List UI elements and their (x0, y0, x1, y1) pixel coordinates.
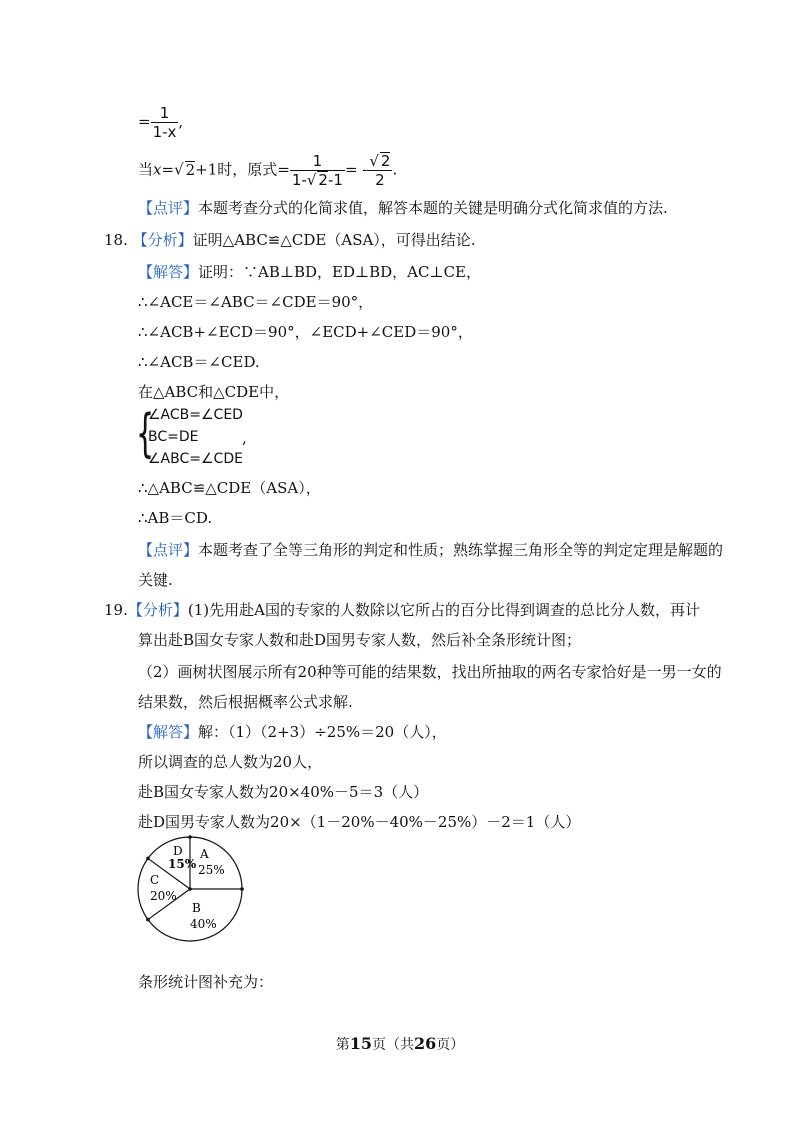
text-when: 当 (138, 160, 154, 179)
equals-sign: = (138, 112, 151, 131)
text-original-expression: 时，原式 (217, 160, 278, 179)
answer-tag: 【解答】 (138, 723, 199, 741)
condition-angle-abc: ∠ABC=∠CDE (148, 451, 243, 467)
footer-page-number: 15 (349, 1034, 372, 1053)
pie-label-d: D (173, 844, 183, 858)
pie-boundary-dot (240, 887, 244, 891)
pie-boundary-dot (146, 857, 150, 861)
plus-one: +1 (195, 160, 218, 179)
question-number: 18. (104, 231, 128, 249)
comment-text: 本题考查分式的化简求值，解答本题的关键是明确分式化简求值的方法. (198, 199, 668, 217)
variable-x: x (153, 160, 162, 179)
answer-step-3: 赴B国女专家人数为20×40%－5＝3（人） (138, 783, 429, 801)
comment-tag: 【点评】 (138, 541, 199, 559)
equals-minus: = - (344, 160, 368, 179)
pie-boundary-dot (188, 835, 192, 839)
pie-pct-b: 40% (190, 917, 217, 931)
fraction-denominator: 1-x (152, 123, 177, 141)
analysis-text-2: 算出赴B国女专家人数和赴D国男专家人数，然后补全条形统计图； (138, 631, 582, 649)
fraction-numerator: 1 (151, 104, 179, 123)
q17-comment (138, 198, 668, 218)
footer-total-pages: 26 (414, 1034, 437, 1053)
sqrt-radicand: 2 (185, 160, 196, 179)
proof-step-2: ∴∠ACB+∠ECD＝90°，∠ECD+∠CED＝90°， (138, 323, 473, 341)
equals-sign: = (161, 160, 175, 179)
answer-step-1: 解：（1）（2+3）÷25%＝20（人）， (198, 723, 447, 741)
analysis-text-4: 结果数，然后根据概率公式求解. (138, 693, 353, 711)
fraction-1-over-1-minus-x (151, 104, 179, 141)
fraction-numerator: 1 (290, 152, 345, 171)
answer-tag: 【解答】 (138, 263, 199, 281)
den-radicand: 2 (318, 171, 328, 189)
pie-label-a: A (200, 847, 209, 861)
proof-step-6: ∴AB＝CD. (138, 509, 213, 527)
fraction-line-1 (138, 104, 183, 141)
system-comma: , (242, 429, 247, 447)
proof-step-1: ∴∠ACE＝∠ABC＝∠CDE＝90°， (138, 293, 374, 311)
analysis-text: 证明△ABC≌△CDE（ASA），可得出结论. (192, 231, 476, 249)
analysis-tag: 【分析】 (127, 601, 188, 619)
question-number: 19. (104, 601, 128, 619)
left-brace: { (136, 404, 155, 464)
substitution-line (138, 152, 397, 189)
pie-label-c: C (150, 873, 160, 887)
period: . (392, 160, 398, 179)
footer-pre: 第 (335, 1037, 350, 1053)
comment-tag: 【点评】 (138, 199, 199, 217)
comment-text: 本题考查了全等三角形的判定和性质；熟练掌握三角形全等的判定定理是解题的 (198, 541, 724, 559)
proof-step-5: ∴△ABC≌△CDE（ASA）， (138, 479, 321, 497)
fraction-denominator: 1-√ 2-1 (291, 171, 343, 189)
answer-step-2: 所以调查的总人数为20人， (138, 753, 323, 771)
page-footer (0, 1034, 800, 1054)
pie-pct-a: 25% (198, 863, 225, 877)
q19-answer-line (138, 722, 447, 742)
pie-center-dot (188, 887, 192, 891)
condition-bc-de: BC=DE (148, 429, 199, 445)
footer-mid: 页（共 (372, 1037, 414, 1053)
pie-boundary-dot (146, 918, 150, 922)
condition-angle-acb: ∠ACB=∠CED (148, 407, 243, 423)
analysis-tag: 【分析】 (132, 231, 193, 249)
comment-text-cont: 关键. (138, 571, 173, 589)
pie-pct-d: 15% (168, 857, 197, 871)
q18-answer-line (138, 262, 481, 282)
answer-text: 证明：∵AB⊥BD，ED⊥BD，AC⊥CE， (198, 263, 482, 281)
proof-step-3: ∴∠ACB＝∠CED. (138, 353, 260, 371)
answer-step-4: 赴D国男专家人数为20×（1－20%－40%－25%）－2＝1（人） (138, 813, 581, 831)
pie-label-b: B (192, 901, 201, 915)
result-radicand: 2 (380, 152, 391, 170)
pie-chart (136, 834, 256, 944)
answer-step-5: 条形统计图补充为： (138, 973, 274, 991)
congruence-conditions (148, 404, 243, 470)
sqrt-symbol: √ (174, 160, 184, 179)
fraction-result (367, 152, 392, 189)
q18-comment-line (138, 540, 723, 560)
den-suffix: -1 (327, 171, 343, 189)
result-denominator: 2 (375, 171, 385, 189)
q19-analysis-line (104, 600, 700, 620)
pie-pct-c: 20% (150, 889, 177, 903)
result-numerator: √ 2 (369, 152, 391, 170)
footer-post: 页） (436, 1037, 465, 1053)
fraction-substituted (290, 152, 345, 189)
den-prefix: 1- (291, 171, 307, 189)
analysis-text: (1)先用赴A国的专家的人数除以它所占的百分比得到调查的总比分人数，再计 (187, 601, 700, 619)
proof-step-4: 在△ABC和△CDE中， (138, 383, 290, 401)
analysis-text-3: （2）画树状图展示所有20种等可能的结果数，找出所抽取的两名专家恰好是一男一女的 (138, 663, 722, 681)
comma: , (178, 112, 184, 131)
q18-analysis-line (104, 230, 476, 250)
equals-sign: = (277, 160, 290, 179)
